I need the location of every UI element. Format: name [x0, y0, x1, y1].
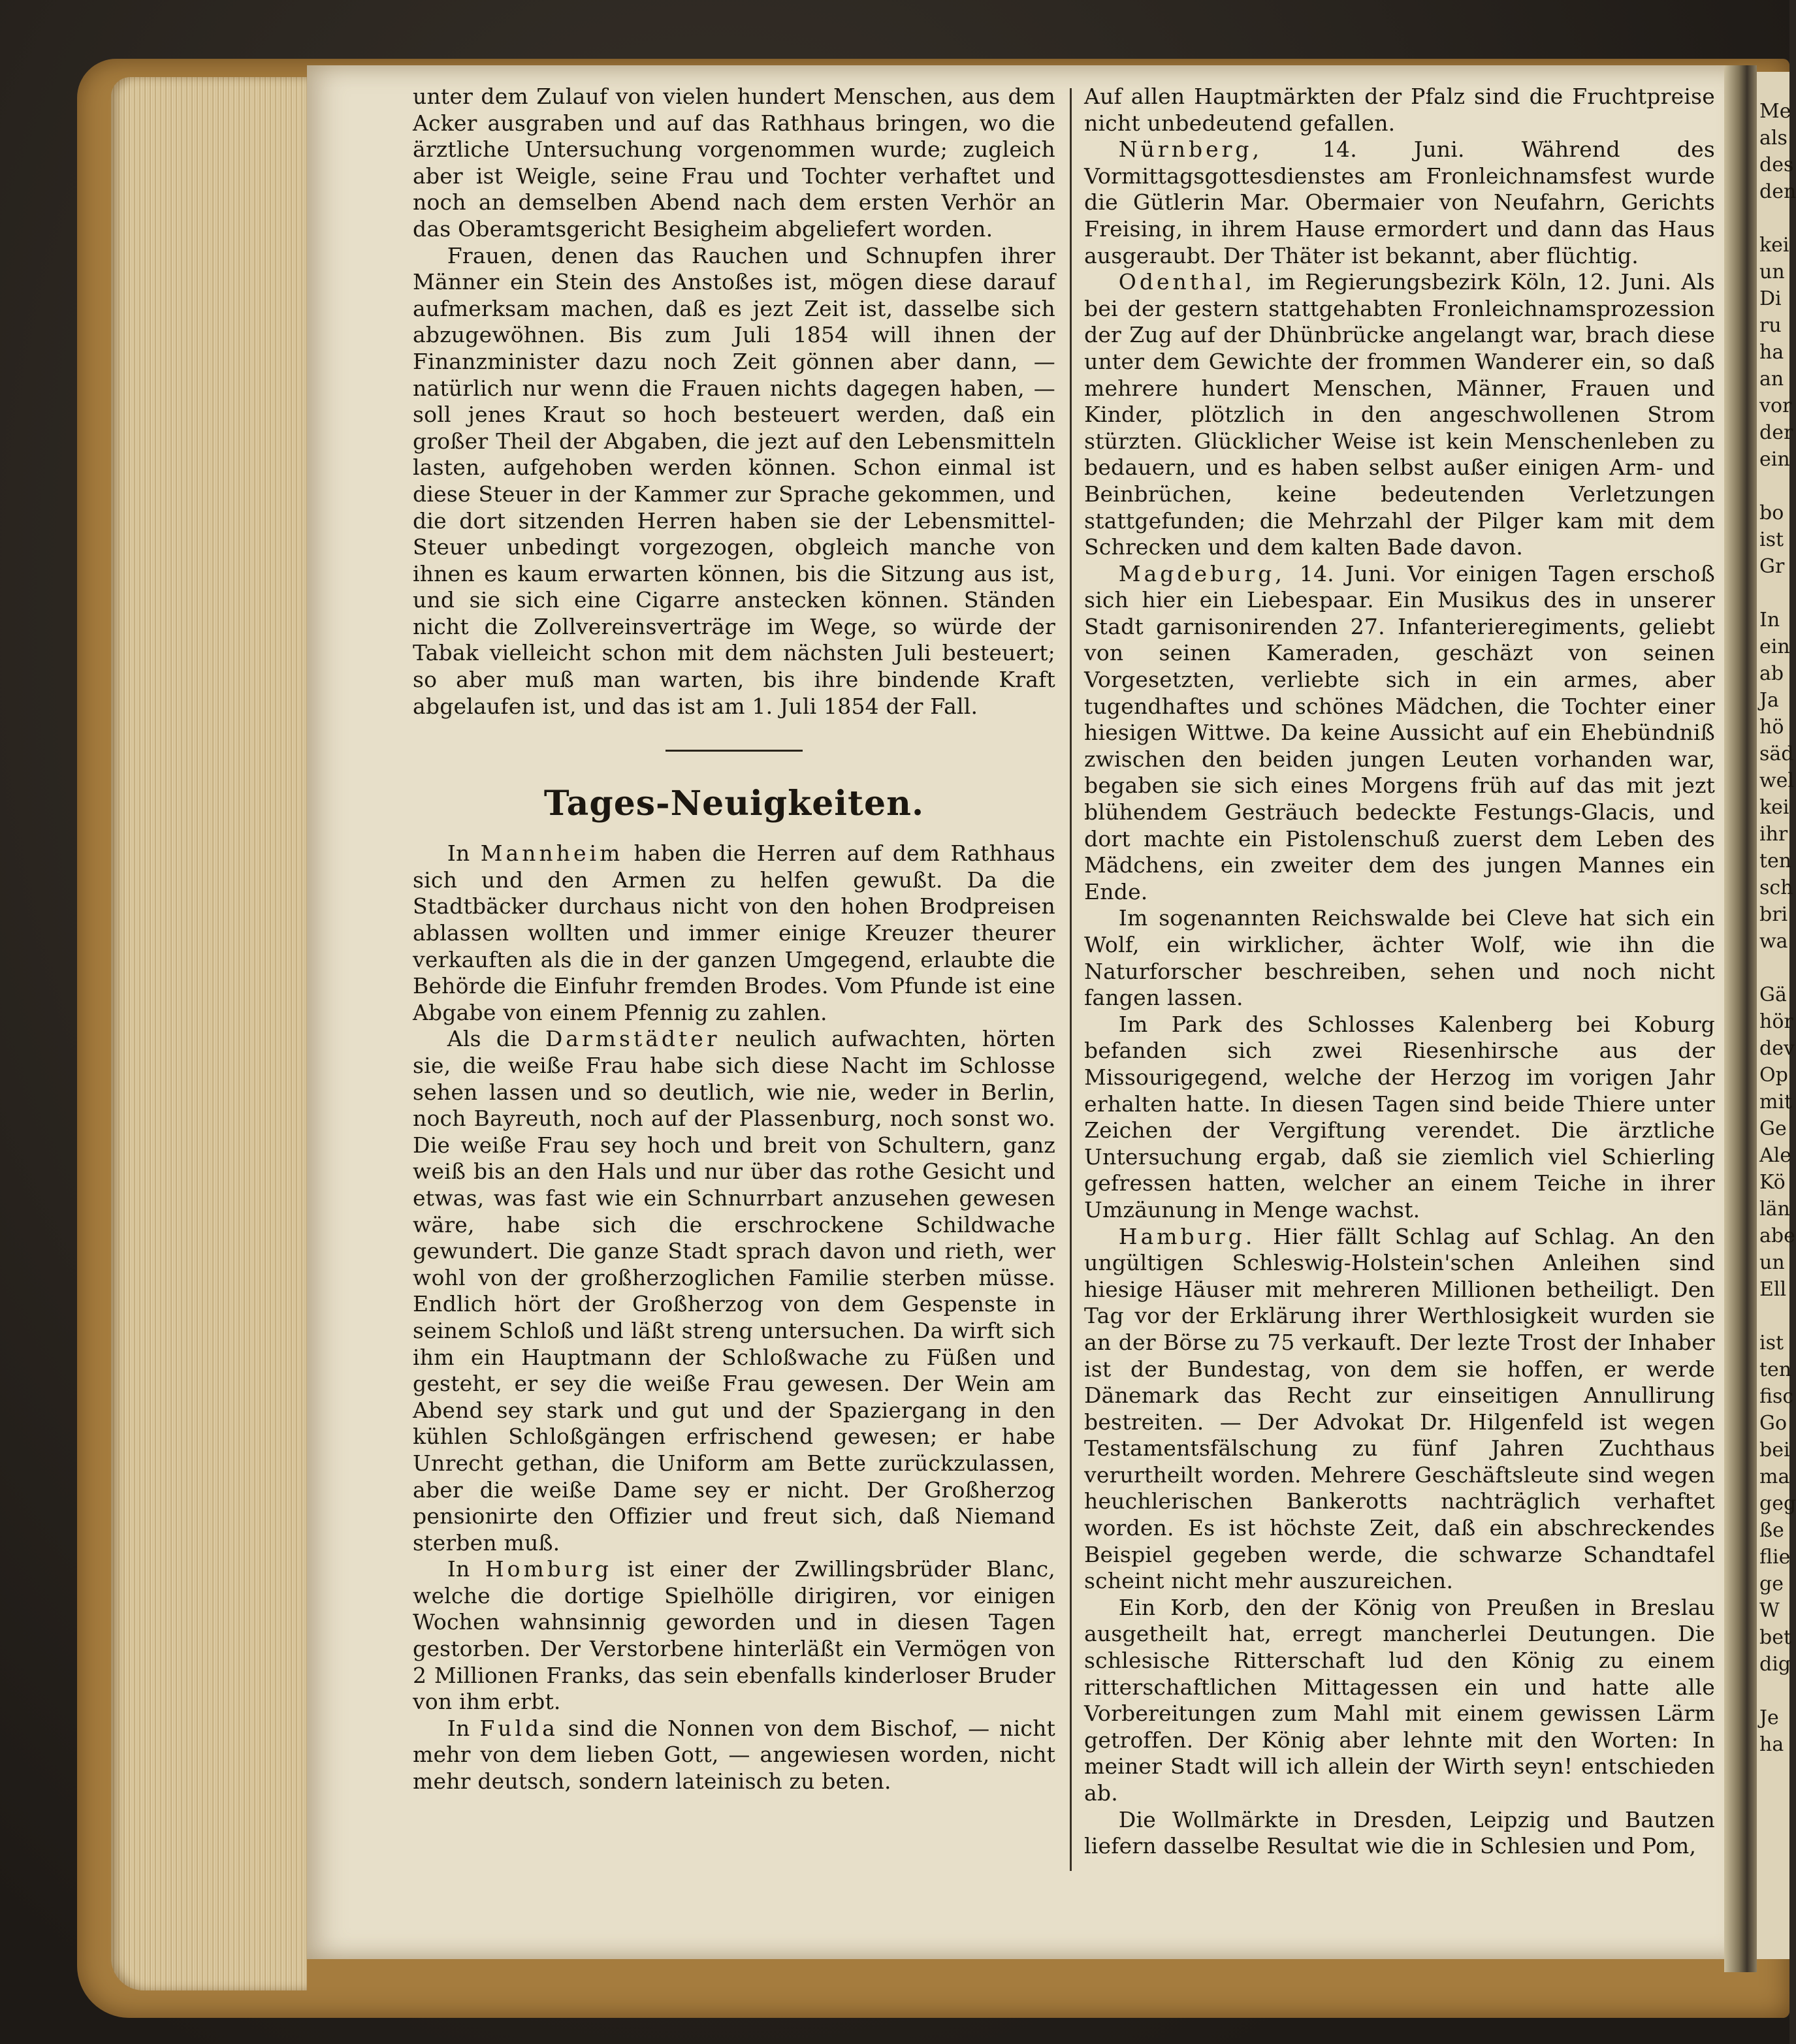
next-page-fragment — [1757, 1678, 1789, 1704]
next-page-fragment: des — [1759, 153, 1794, 176]
news-item — [1084, 136, 1715, 269]
column-rule — [1070, 88, 1072, 1871]
paragraph: unter dem Zulauf von vielen hundert Menschen, aus dem Acker ausgraben und auf das Rathhaus bringen, wo die ärztliche Untersuchung vorgenommen wurde; zugleich aber ist Weigle, seine Frau und Tochter verhaftet und noch an demselben Abend nach dem ersten Verhör an das Oberamtsgericht Besigheim abgeliefert worden. — [413, 84, 1055, 242]
next-page-fragment — [1757, 580, 1789, 607]
news-text: 14. Juni. Vor einigen Tagen erschoß sich hier ein Liebespaar. Ein Musikus des in unserer Stadt garnisonirenden 27. Infanterieregiments, geliebt von seinen Kameraden, geschäzt von seinen Vorgesetzten, verliebte sich in ein armes, aber tugendhaftes und schönes Mädchen, die Tochter einer hiesigen Wittwe. Da keine Aussicht auf ein Ehebündniß zwischen den beiden jungen Leuten vorhanden war, begaben sie sich eines Morgens früh auf das mit jezt blühendem Gesträuch bedeckte Festungs-Glacis, und dort machte ein Pistolenschuß zuerst dem Leben des Mädchens, ein zweiter dem des jungen Mannes ein Ende. — [1084, 560, 1716, 904]
news-place: Odenthal, — [1118, 269, 1268, 295]
news-place: Mannheim — [480, 840, 624, 867]
next-page-fragment: säd — [1759, 743, 1794, 765]
next-page-fragment: ma — [1759, 1465, 1790, 1488]
news-place: Homburg — [485, 1556, 613, 1582]
news-place: Fulda — [479, 1715, 558, 1741]
news-text: im Regierungsbezirk Köln, 12. Juni. Als bei der gestern stattgehabten Fronleichnamsprozession der Zug auf der Dhünbrücke angelangt war, brach diese unter dem Gewichte der frommen Wanderer ein, so daß mehrere hundert Menschen, Männer, Frauen und Kinder, plötzlich in den angeschwollenen Strom stürzten. Glücklicher Weise ist kein Menschenleben zu bedauern, und es haben selbst außer einigen Arm- und Beinbrüchen, keine bedeutenden Verletzungen stattgefunden; die Mehrzahl der Pilger kam mit dem Schrecken und dem kalten Bade davon. — [1084, 269, 1715, 560]
next-page-fragment: Di — [1759, 287, 1782, 310]
news-place: Nürnberg, — [1118, 136, 1323, 163]
next-page-fragment: un — [1759, 1251, 1785, 1274]
next-page-fragment: ab — [1759, 662, 1784, 685]
next-page-fragment: Ell — [1759, 1278, 1787, 1301]
next-page-fragment: abe — [1759, 1224, 1795, 1247]
next-page-fragment: kei — [1759, 796, 1789, 819]
next-page-fragment — [1757, 955, 1789, 982]
next-page-fragment: dev — [1759, 1037, 1795, 1060]
news-item — [1084, 1012, 1715, 1224]
news-text: Im sogenannten Reichswalde bei Cleve hat sich ein Wolf, ein wirklicher, ächter Wolf, wie ihn die Naturforscher beschreiben, sehen und noch nicht fangen lassen. — [1084, 905, 1715, 1011]
next-page-fragment: Ja — [1759, 689, 1779, 712]
next-page-fragment: wel — [1759, 769, 1795, 792]
next-page-fragment: als — [1759, 127, 1788, 150]
news-text: ist einer der Zwillingsbrüder Blanc, welche die dortige Spielhölle dirigiren, vor einigen Wochen wahnsinnig geworden und in diesen Tagen gestorben. Der Verstorbene hinterläßt ein Vermögen von 2 Millionen Franks, das sein ebenfalls kinderloser Bruder von ihm erbt. — [413, 1556, 1055, 1715]
book-gutter — [1724, 65, 1757, 1972]
news-place: Hamburg. — [1118, 1223, 1274, 1249]
news-item — [413, 1026, 1055, 1556]
news-item — [1084, 84, 1715, 136]
news-text: Im Park des Schlosses Kalenberg bei Koburg befanden sich zwei Riesenhirsche aus der Missourigegend, welche der Herzog im vorigen Jahr erhalten hatte. In diesen Tagen sind beide Thiere unter Zeichen der Vergiftung verendet. Die ärztliche Untersuchung ergab, daß sie ziemlich viel Schierling gefressen hatten, welcher an einem Teiche in ihrer Umzäunung in Menge wachst. — [1084, 1011, 1715, 1222]
next-page-fragment: ein — [1759, 635, 1790, 658]
news-text: Die Wollmärkte in Dresden, Leipzig und Bautzen liefern dasselbe Resultat wie die in Schlesien und Pom, — [1084, 1806, 1715, 1859]
news-item — [1084, 1595, 1715, 1807]
next-page-fragment: Gr — [1759, 555, 1785, 578]
next-page-fragment: hör — [1759, 1010, 1793, 1033]
news-list — [413, 840, 1055, 1795]
news-text: 14. Juni. Während des Vormittagsgottesdienstes am Fronleichnamsfest wurde die Gütlerin Mar. Obermaier von Neufahrn, Gerichts Freising, in ihrem Hause ermordert und dann das Haus ausgeraubt. Der Thäter ist bekannt, aber flüchtig. — [1084, 136, 1715, 268]
news-item — [1084, 905, 1715, 1011]
next-page-fragment: Go — [1759, 1412, 1788, 1435]
next-page-fragment: Me — [1759, 100, 1791, 123]
next-page-fragment: In — [1759, 609, 1780, 631]
next-page-fragment: wa — [1759, 930, 1788, 953]
news-text: Auf allen Hauptmärkten der Pfalz sind die Fruchtpreise nicht unbedeutend gefallen. — [1084, 84, 1715, 136]
next-page-fragment: ru — [1759, 314, 1782, 337]
next-page-fragment: vor — [1759, 394, 1792, 417]
news-text: haben die Herren auf dem Rathhaus sich und den Armen zu helfen gewußt. Da die Stadtbäcker durchaus nicht von den hohen Brodpreisen ablassen wollten und immer einige Kreuzer theurer verkauften als die in der ganzen Umgegend, erlaubte die Behörde die Einfuhr fremden Brodes. Vom Pfunde ist eine Abgabe von einem Pfennig zu zahlen. — [413, 840, 1055, 1025]
news-item — [1084, 269, 1715, 561]
next-page-fragment: bo — [1759, 502, 1784, 524]
next-page-fragment — [1757, 1303, 1789, 1330]
news-text: Hier fällt Schlag auf Schlag. An den ungültigen Schleswig-Holstein'schen Anleihen sind hiesige Häuser mit mehreren Millionen betheiligt. Den Tag vor der Erklärung ihrer Werthlosigkeit wurden sie an der Börse zu 75 verkauft. Der lezte Trost der Inhaber ist der Bundestag, von dem sie hoffen, er werde Dänemark das Recht zur einseitigen Annullirung bestreiten. — Der Advokat Dr. Hilgenfeld ist wegen Testamentsfälschung zu fünf Jahren Zuchthaus verurtheilt worden. Mehrere Geschäftsleute sind wegen heuchlerischen Bankerotts nachträglich verhaftet worden. Es ist höchste Zeit, daß ein abschreckendes Beispiel gegeben werde, die schwarze Schandtafel scheint nicht mehr auszureichen. — [1084, 1223, 1715, 1594]
next-page-fragment: Ge — [1759, 1117, 1787, 1140]
next-page-fragment: ist — [1759, 1332, 1784, 1354]
next-page-fragment: län — [1759, 1198, 1790, 1221]
next-page-fragment: bet — [1759, 1626, 1792, 1649]
next-page-fragment: W — [1759, 1599, 1780, 1622]
news-place: Magdeburg, — [1118, 560, 1300, 586]
next-page-fragment: ße — [1759, 1519, 1784, 1542]
next-page-fragment: mit — [1759, 1091, 1793, 1113]
next-page-fragment: Kö — [1759, 1171, 1786, 1194]
news-item — [413, 1716, 1055, 1795]
next-page-fragment: Op — [1759, 1064, 1788, 1087]
news-item — [413, 840, 1055, 1026]
next-page-fragment: ge — [1759, 1573, 1784, 1595]
next-page-fragment: ten — [1759, 850, 1792, 872]
next-page-fragment — [1757, 473, 1789, 500]
next-page-fragment: ein — [1759, 448, 1790, 471]
news-lead: In — [447, 1556, 485, 1582]
next-page-fragment: Gä — [1759, 983, 1787, 1006]
next-page-fragment — [1757, 205, 1789, 232]
next-page-fragment: Je — [1759, 1706, 1779, 1729]
next-page-fragment: dig — [1759, 1653, 1791, 1676]
left-column — [413, 84, 1055, 1795]
news-text: neulich aufwachten, hörten sie, die weiße Frau habe sich diese Nacht im Schlosse sehen lassen und so deutlich, wie nie, weder in Berlin, noch Bayreuth, noch auf der Plassenburg, noch sonst wo. Die weiße Frau sey hoch und breit von Schultern, ganz weiß bis an den Hals und nur über das rothe Gesicht und etwas, was fast wie ein Schnurrbart anzusehen gewesen wäre, habe sich die erschrockene Schildwache gewundert. Die ganze Stadt sprach davon und rieth, wer wohl von der großherzoglichen Familie sterben müsse. Endlich hört der Großherzog von dem Gespenste in seinem Schloß und läßt streng untersuchen. Da wirft sich ihm ein Hauptmann der Schloßwache zu Füßen und gesteht, er sey die weiße Frau gewesen. Der Wein am Abend sey stark und gut und der Spaziergang in den kühlen Schloßgängen erfrischend gewesen; er habe Unrecht gethan, die Uniform am Bette zurückzulassen, aber die weiße Dame sey er nicht. Der Großherzog pensionirte den Offizier und freut sich, daß Niemand sterben muß. — [413, 1026, 1055, 1556]
news-text: Ein Korb, den der König von Preußen in Breslau ausgetheilt hat, erregt mancherlei Deutungen. Die schlesische Ritterschaft lud den König zu einem ritterschaftlichen Mittagessen ein und hatte alle Vorbereitungen zum Mahl mit einem gewissen Lärm getroffen. Der König aber lehnte mit den Worten: In meiner Stadt will ich allein der Wirth seyn! entschieden ab. — [1084, 1594, 1715, 1806]
paragraph: Frauen, denen das Rauchen und Schnupfen ihrer Männer ein Stein des Anstoßes ist, mögen diese darauf aufmerksam machen, daß es jezt Zeit ist, dasselbe sich abzugewöhnen. Bis zum Juli 1854 will ihnen der Finanzminister dazu noch Zeit gönnen aber dann, — natürlich nur wenn die Frauen nichts dagegen haben, — soll jenes Kraut so hoch besteuert werden, daß ein großer Theil der Abgaben, die jezt auf den Lebensmitteln lasten, aufgehoben werden können. Schon einmal ist diese Steuer in der Kammer zur Sprache gekommen, und die dort sitzenden Herren haben sie der Lebensmittel-Steuer unbedingt vorgezogen, obgleich manche von ihnen es kaum erwarten können, bis die Sitzung aus ist, und sie sich eine Cigarre anstecken können. Ständen nicht die Zollvereinsverträge im Wege, so würde der Tabak vielleicht schon mit dem nächsten Juli besteuert; so aber muß man warten, bis ihre bindende Kraft abgelaufen ist, und das ist am 1. Juli 1854 der Fall. — [413, 242, 1055, 719]
news-item — [1084, 561, 1715, 906]
next-page-fragment: bei — [1759, 1439, 1790, 1461]
section-heading: Tages-Neuigkeiten. — [543, 784, 925, 824]
news-item — [413, 1556, 1055, 1716]
news-lead: In — [447, 1715, 480, 1741]
next-page-fragment: ist — [1759, 528, 1784, 551]
news-item — [1084, 1807, 1715, 1860]
next-page-fragment: geg — [1759, 1492, 1796, 1515]
next-page-fragment: hö — [1759, 716, 1784, 739]
next-page-fragment: flie — [1759, 1546, 1791, 1569]
next-page-fragment: an — [1759, 368, 1784, 391]
next-page-fragment: kei — [1759, 234, 1789, 257]
news-item — [1084, 1224, 1715, 1595]
next-page-fragment: ihr — [1759, 823, 1788, 846]
next-page-edge — [1757, 72, 1796, 1959]
next-page-fragment: bri — [1759, 903, 1788, 926]
section-separator — [665, 750, 803, 752]
next-page-fragment: ha — [1759, 341, 1784, 364]
next-page-fragment: den — [1759, 180, 1796, 203]
next-page-fragment: ten — [1759, 1358, 1792, 1381]
news-text: sind die Nonnen von dem Bischof, — nicht mehr von dem lieben Gott, — angewiesen worden, nicht mehr deutsch, sondern lateinisch zu beten. — [413, 1715, 1055, 1795]
news-lead: In — [447, 840, 481, 867]
next-page-fragment: sch — [1759, 876, 1793, 899]
page-edges — [111, 77, 307, 1990]
next-page-fragment: ha — [1759, 1733, 1784, 1756]
news-lead: Als die — [447, 1026, 545, 1052]
news-place: Darmstädter — [545, 1026, 720, 1052]
next-page-fragment: un — [1759, 261, 1785, 283]
next-page-fragment: fisc — [1759, 1385, 1794, 1408]
right-column — [1084, 84, 1715, 1860]
next-page-fragment: Ale — [1759, 1144, 1792, 1167]
next-page-fragment: der — [1759, 421, 1793, 444]
